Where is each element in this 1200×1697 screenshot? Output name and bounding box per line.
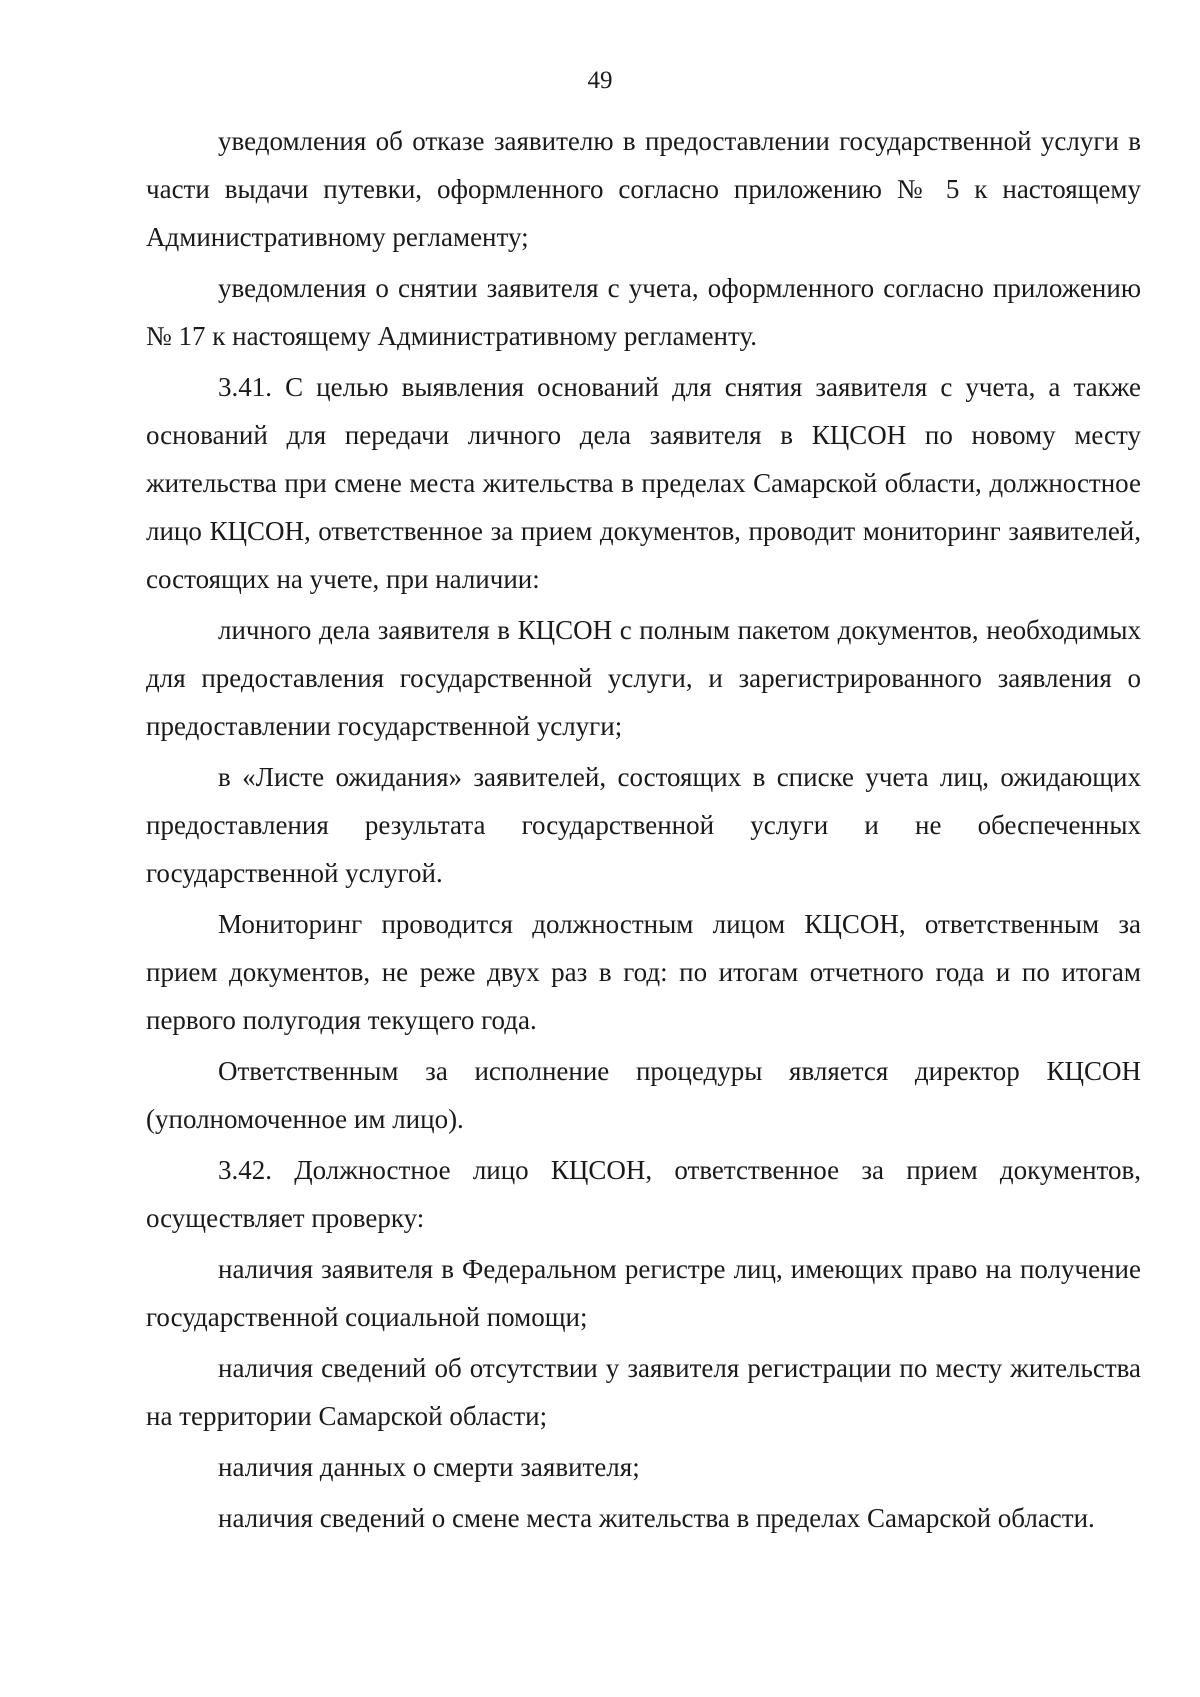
document-body: [146, 117, 1141, 1542]
page-number: 49: [587, 67, 613, 94]
paragraph-clause-3-42: 3.42. Должностное лицо КЦСОН, ответственное за прием документов, осуществляет проверку:: [146, 1155, 1141, 1233]
paragraph-residence-change-check: наличия сведений о смене места жительства в пределах Самарской области.: [218, 1503, 1095, 1533]
paragraph-monitoring-frequency: Мониторинг проводится должностным лицом КЦСОН, ответственным за прием документов, не реже двух раз в год: по итогам отчетного года и по итогам первого полугодия текущего года.: [146, 909, 1141, 1035]
paragraph-personal-file: личного дела заявителя в КЦСОН с полным пакетом документов, необходимых для предоставления государственной услуги, и зарегистрированного заявления о предоставлении государственной услуги;: [146, 615, 1141, 741]
paragraph-deregistration-notice: уведомления о снятии заявителя с учета, оформленного согласно приложению № 17 к настоящему Административному регламенту.: [146, 273, 1141, 351]
paragraph-federal-register-check: наличия заявителя в Федеральном регистре лиц, имеющих право на получение государственной социальной помощи;: [146, 1254, 1141, 1332]
paragraph-refusal-notice: уведомления об отказе заявителю в предоставлении государственной услуги в части выдачи путевки, оформленного согласно приложению № 5 к настоящему Административному регламенту;: [146, 126, 1141, 252]
paragraph-responsible-person: Ответственным за исполнение процедуры является директор КЦСОН (уполномоченное им лицо).: [146, 1056, 1141, 1134]
paragraph-death-data-check: наличия данных о смерти заявителя;: [218, 1452, 640, 1482]
paragraph-registration-absence-check: наличия сведений об отсутствии у заявителя регистрации по месту жительства на территории Самарской области;: [146, 1353, 1141, 1431]
paragraph-clause-3-41: 3.41. С целью выявления оснований для снятия заявителя с учета, а также оснований для передачи личного дела заявителя в КЦСОН по новому месту жительства при смене места жительства в пределах Самарской области, должностное лицо КЦСОН, ответственное за прием документов, проводит мониторинг заявителей, состоящих на учете, при наличии:: [146, 372, 1141, 594]
paragraph-waiting-list: в «Листе ожидания» заявителей, состоящих в списке учета лиц, ожидающих предоставления результата государственной услуги и не обеспеченных государственной услугой.: [146, 762, 1141, 888]
